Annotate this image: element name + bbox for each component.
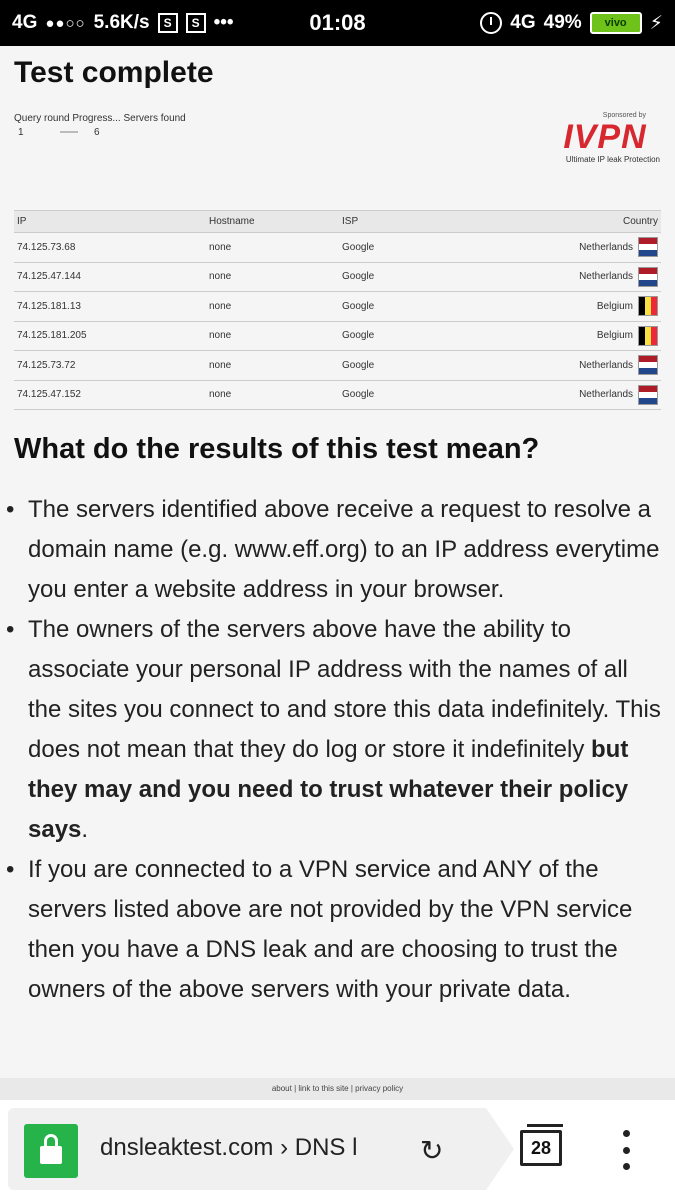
belgium-flag-icon <box>638 296 658 316</box>
servers-found-value: 6 <box>94 127 100 138</box>
cell-isp: Google <box>339 233 489 263</box>
list-item <box>28 490 663 610</box>
battery-icon: vivo <box>590 12 642 34</box>
table-row <box>14 233 661 263</box>
bullet-bold-text: but they may and you need to trust whatever their policy says <box>28 736 629 843</box>
ivpn-logo[interactable]: IVPN <box>563 118 647 156</box>
table-header-row <box>14 211 661 233</box>
cell-hostname: none <box>206 262 339 292</box>
status-right <box>480 12 663 35</box>
url-text[interactable]: dnsleaktest.com › DNS l <box>100 1134 358 1161</box>
progress-indicator <box>44 126 94 140</box>
cell-hostname: none <box>206 351 339 381</box>
browser-toolbar <box>0 1100 675 1200</box>
cell-isp: Google <box>339 380 489 410</box>
sponsor-banner[interactable] <box>550 112 660 164</box>
cell-country <box>489 262 661 292</box>
cell-ip: 74.125.47.144 <box>14 262 206 292</box>
clock: 01:08 <box>309 10 366 35</box>
network-type-right: 4G <box>510 12 536 33</box>
charging-icon: ⚡ <box>649 12 663 34</box>
cell-ip: 74.125.73.68 <box>14 233 206 263</box>
cell-country <box>489 380 661 410</box>
sponsor-tagline: Ultimate IP leak Protection <box>565 155 660 164</box>
country-name: Belgium <box>596 300 633 312</box>
cell-hostname: none <box>206 380 339 410</box>
cell-country <box>489 233 661 263</box>
notification-icon: S <box>186 13 206 33</box>
country-name: Netherlands <box>579 241 633 253</box>
bullet-text: The servers identified above receive a request to resolve a domain name (e.g. www.eff.org) to an IP address everytime you enter a website address in your browser. <box>28 496 660 603</box>
table-row <box>14 351 661 381</box>
tab-switcher-button[interactable] <box>520 1130 562 1166</box>
sponsor-label: Sponsored by <box>602 112 646 119</box>
netherlands-flag-icon <box>638 385 658 405</box>
column-header-isp: ISP <box>339 211 489 233</box>
bullet-text: If you are connected to a VPN service and ANY of the servers listed above are not provided by the VPN service then you have a DNS leak and are choosing to trust the owners of the above servers with your private data. <box>28 856 633 1003</box>
page-title: Test complete <box>14 56 214 89</box>
cell-ip: 74.125.181.13 <box>14 292 206 322</box>
country-name: Netherlands <box>579 359 633 371</box>
more-notifications-icon: ••• <box>213 12 234 33</box>
cell-isp: Google <box>339 321 489 351</box>
url-bar[interactable] <box>8 1108 486 1190</box>
cell-hostname: none <box>206 292 339 322</box>
lock-icon[interactable] <box>24 1124 78 1178</box>
notification-icon: S <box>158 13 178 33</box>
cell-hostname: none <box>206 233 339 263</box>
explanation-list <box>0 490 675 1010</box>
country-name: Belgium <box>596 330 633 342</box>
tab-count: 28 <box>530 1137 552 1158</box>
status-bar <box>0 0 675 46</box>
bullet-text: The owners of the servers above have the ability to associate your personal IP address with the names of all the sites you connect to and store this data indefinitely. This does not mean that they do log or store it indefinitely <box>28 616 661 763</box>
cell-ip: 74.125.181.205 <box>14 321 206 351</box>
results-table <box>14 210 661 410</box>
table-row <box>14 321 661 351</box>
list-item <box>28 610 663 850</box>
column-header-country: Country <box>489 211 661 233</box>
netherlands-flag-icon <box>638 355 658 375</box>
table-row <box>14 380 661 410</box>
footer-links[interactable]: about | link to this site | privacy policy <box>0 1078 675 1100</box>
network-type: 4G <box>12 12 38 33</box>
cell-ip: 74.125.73.72 <box>14 351 206 381</box>
query-status <box>14 112 186 140</box>
cell-isp: Google <box>339 262 489 292</box>
query-values <box>14 126 186 140</box>
netherlands-flag-icon <box>638 267 658 287</box>
cell-country <box>489 351 661 381</box>
cell-isp: Google <box>339 351 489 381</box>
list-item <box>28 850 663 1010</box>
network-speed: 5.6K/s <box>93 12 150 33</box>
cell-ip: 74.125.47.152 <box>14 380 206 410</box>
netherlands-flag-icon <box>638 237 658 257</box>
column-header-ip: IP <box>14 211 206 233</box>
query-header: Query round Progress... Servers found <box>14 113 186 124</box>
signal-strength-icon: ●●○○ <box>45 14 86 32</box>
cell-hostname: none <box>206 321 339 351</box>
belgium-flag-icon <box>638 326 658 346</box>
bullet-text-end: . <box>81 816 89 843</box>
table-row <box>14 292 661 322</box>
query-round-value: 1 <box>18 127 24 138</box>
section-title: What do the results of this test mean? <box>14 433 540 465</box>
column-header-hostname: Hostname <box>206 211 339 233</box>
status-left <box>12 12 234 34</box>
cell-country <box>489 292 661 322</box>
alarm-icon <box>480 12 502 34</box>
overflow-menu-icon[interactable] <box>618 1130 634 1170</box>
cell-isp: Google <box>339 292 489 322</box>
reload-icon[interactable]: ↻ <box>420 1135 444 1166</box>
country-name: Netherlands <box>579 389 633 401</box>
table-row <box>14 262 661 292</box>
battery-percent: 49% <box>543 12 582 33</box>
country-name: Netherlands <box>579 271 633 283</box>
cell-country <box>489 321 661 351</box>
